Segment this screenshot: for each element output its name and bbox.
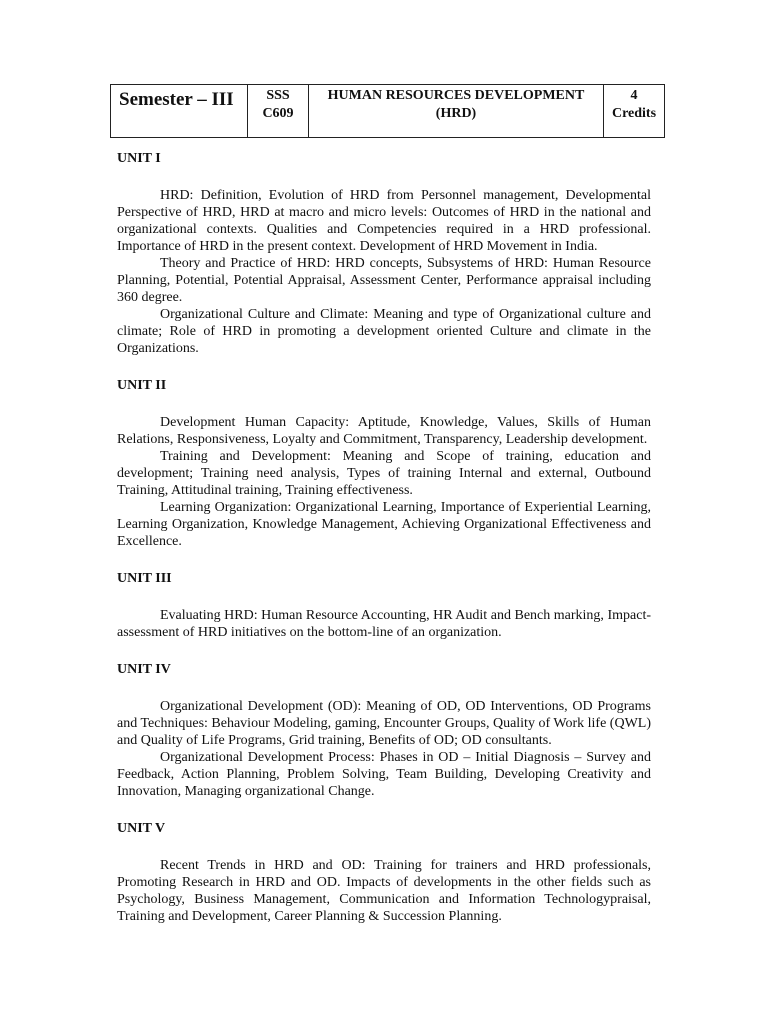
unit-paragraph: HRD: Definition, Evolution of HRD from Personnel management, Developmental Perspective of HRD, HRD at macro and micro levels: Outcomes of HRD in the national and organizational contexts. Qualities and Competencies required in a HRD professional. Importance of HRD in the present context. Development of HRD Movement in India. [117, 188, 651, 254]
unit-heading: UNIT V [117, 821, 166, 836]
unit-paragraph: Organizational Development (OD): Meaning of OD, OD Interventions, OD Programs and Techniques: Behaviour Modeling, gaming, Encounter Groups, Quality of Work life (QWL) and Quality of Life Programs, Grid training, Benefits of OD; OD consultants. [117, 699, 651, 748]
course-header-row [111, 85, 665, 138]
unit-section [117, 570, 651, 641]
credits-label: Credits [611, 106, 657, 121]
unit-paragraph: Organizational Culture and Climate: Meaning and type of Organizational culture and climate; Role of HRD in promoting a development oriented Culture and climate in the Organizations. [117, 307, 651, 356]
unit-paragraph: Development Human Capacity: Aptitude, Knowledge, Values, Skills of Human Relations, Responsiveness, Loyalty and Commitment, Transparency, Leadership development. [117, 415, 651, 447]
unit-heading: UNIT IV [117, 662, 171, 677]
unit-heading: UNIT III [117, 571, 172, 586]
unit-section [117, 377, 651, 550]
course-code-line2: C609 [262, 106, 294, 121]
credits-number: 4 [630, 88, 638, 103]
unit-paragraph: Training and Development: Meaning and Scope of training, education and development; Training need analysis, Types of training Internal and external, Outbound Training, Attitudinal training, Training effectiveness. [117, 449, 651, 498]
unit-section [117, 820, 651, 925]
unit-heading: UNIT I [117, 151, 161, 166]
syllabus-content [117, 150, 651, 945]
unit-section [117, 661, 651, 800]
unit-paragraph: Learning Organization: Organizational Learning, Importance of Experiential Learning, Learning Organization, Knowledge Management, Achieving Organizational Effectiveness and Excellence. [117, 500, 651, 549]
course-title-cell [309, 85, 604, 138]
unit-section [117, 150, 651, 357]
unit-heading: UNIT II [117, 378, 167, 393]
course-header-table [110, 84, 665, 138]
unit-paragraph: Recent Trends in HRD and OD: Training for trainers and HRD professionals, Promoting Research in HRD and OD. Impacts of developments in the other fields such as Psychology, Business Management, Communication and Information Technologypraisal, Training and Development, Career Planning & Succession Planning. [117, 858, 651, 924]
course-title-line1: HUMAN RESOURCES DEVELOPMENT [327, 88, 585, 103]
course-code-cell [248, 85, 309, 138]
semester-cell [111, 85, 248, 138]
unit-paragraph: Organizational Development Process: Phases in OD – Initial Diagnosis – Survey and Feedback, Action Planning, Problem Solving, Team Building, Developing Creativity and Innovation, Managing organizational Change. [117, 750, 651, 799]
course-code-line1: SSS [266, 88, 290, 103]
unit-paragraph: Theory and Practice of HRD: HRD concepts, Subsystems of HRD: Human Resource Planning, Potential, Potential Appraisal, Assessment Center, Performance appraisal including 360 degree. [117, 256, 651, 305]
course-title-line2: (HRD) [435, 106, 477, 121]
credits-cell [604, 85, 665, 138]
semester-label: Semester – III [119, 89, 234, 110]
unit-paragraph: Evaluating HRD: Human Resource Accounting, HR Audit and Bench marking, Impact-assessment of HRD initiatives on the bottom-line of an organization. [117, 608, 651, 640]
